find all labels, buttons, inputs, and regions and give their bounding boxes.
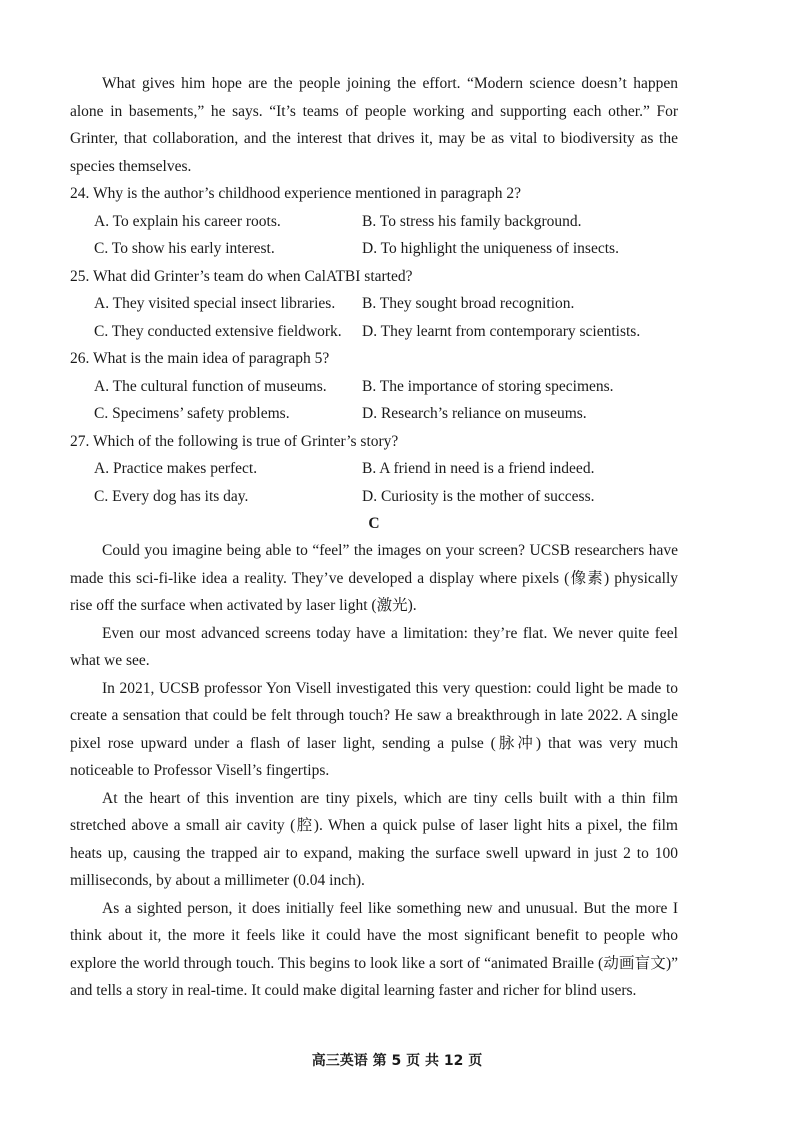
- option-c: C. They conducted extensive fieldwork.: [94, 322, 342, 340]
- option-c: C. Every dog has its day.: [94, 487, 249, 505]
- passage-b-paragraph: What gives him hope are the people joining the effort. “Modern science doesn’t happen alone in basements,” he says. “It’s teams of people working and supporting each other.” For Grinter, that collaboration, and the interest that drives it, may be as vital to biodiversity as the species themselves.: [70, 75, 678, 175]
- option-b: B. The importance of storing specimens.: [362, 377, 614, 395]
- question-26: [70, 345, 678, 428]
- option-b: B. A friend in need is a friend indeed.: [362, 460, 595, 477]
- exam-page: [70, 70, 678, 1005]
- option-b: B. To stress his family background.: [362, 212, 582, 230]
- option-d: D. Curiosity is the mother of success.: [362, 487, 595, 505]
- passage-c-paragraph: In 2021, UCSB professor Yon Visell investigated this very question: could light be made to create a sensation that could be felt through touch? He saw a breakthrough in late 2022. A single pixel rose upward under a flash of laser light, sending a pulse (脉冲) that was very much noticeable to Professor Visell’s fingertips.: [70, 679, 678, 779]
- option-a: A. To explain his career roots.: [94, 212, 281, 230]
- option-a: A. The cultural function of museums.: [94, 377, 327, 395]
- question-24: [70, 180, 678, 263]
- section-c-heading: C: [368, 515, 380, 532]
- option-d: D. To highlight the uniqueness of insects.: [362, 240, 619, 257]
- page-footer: 高三英语 第 5 页 共 12 页: [311, 1053, 483, 1069]
- question-25: [70, 263, 678, 346]
- option-b: B. They sought broad recognition.: [362, 295, 575, 312]
- passage-c-paragraph: As a sighted person, it does initially feel like something new and unusual. But the more I think about it, the more it feels like it could have the most significant benefit to people who explore the world through touch. This begins to look like a sort of “animated Braille (动画盲文)” and tells a story in real-time. It could make digital learning faster and richer for blind users.: [70, 899, 678, 999]
- question-27: [70, 428, 678, 511]
- option-d: D. Research’s reliance on museums.: [362, 405, 587, 422]
- question-stem: 26. What is the main idea of paragraph 5?: [70, 350, 330, 367]
- passage-c-paragraph: Could you imagine being able to “feel” the images on your screen? UCSB researchers have made this sci-fi-like idea a reality. They’ve developed a display where pixels (像素) physically rise off the surface when activated by laser light (激光).: [70, 542, 678, 614]
- question-stem: 25. What did Grinter’s team do when CalATBI started?: [70, 267, 413, 285]
- option-c: C. Specimens’ safety problems.: [94, 405, 290, 422]
- option-a: A. Practice makes perfect.: [94, 460, 258, 477]
- question-stem: 24. Why is the author’s childhood experience mentioned in paragraph 2?: [70, 185, 521, 202]
- passage-c-paragraph: At the heart of this invention are tiny pixels, which are tiny cells built with a thin film stretched above a small air cavity (腔). When a quick pulse of laser light hits a pixel, the film heats up, causing the trapped air to expand, making the surface swell upward in just 2 to 100 milliseconds, by about a millimeter (0.04 inch).: [70, 789, 678, 889]
- option-d: D. They learnt from contemporary scientists.: [362, 322, 641, 340]
- passage-c-paragraph: Even our most advanced screens today have a limitation: they’re flat. We never quite feel what we see.: [70, 624, 678, 669]
- question-stem: 27. Which of the following is true of Grinter’s story?: [70, 432, 399, 450]
- option-c: C. To show his early interest.: [94, 240, 275, 257]
- option-a: A. They visited special insect libraries.: [94, 295, 336, 312]
